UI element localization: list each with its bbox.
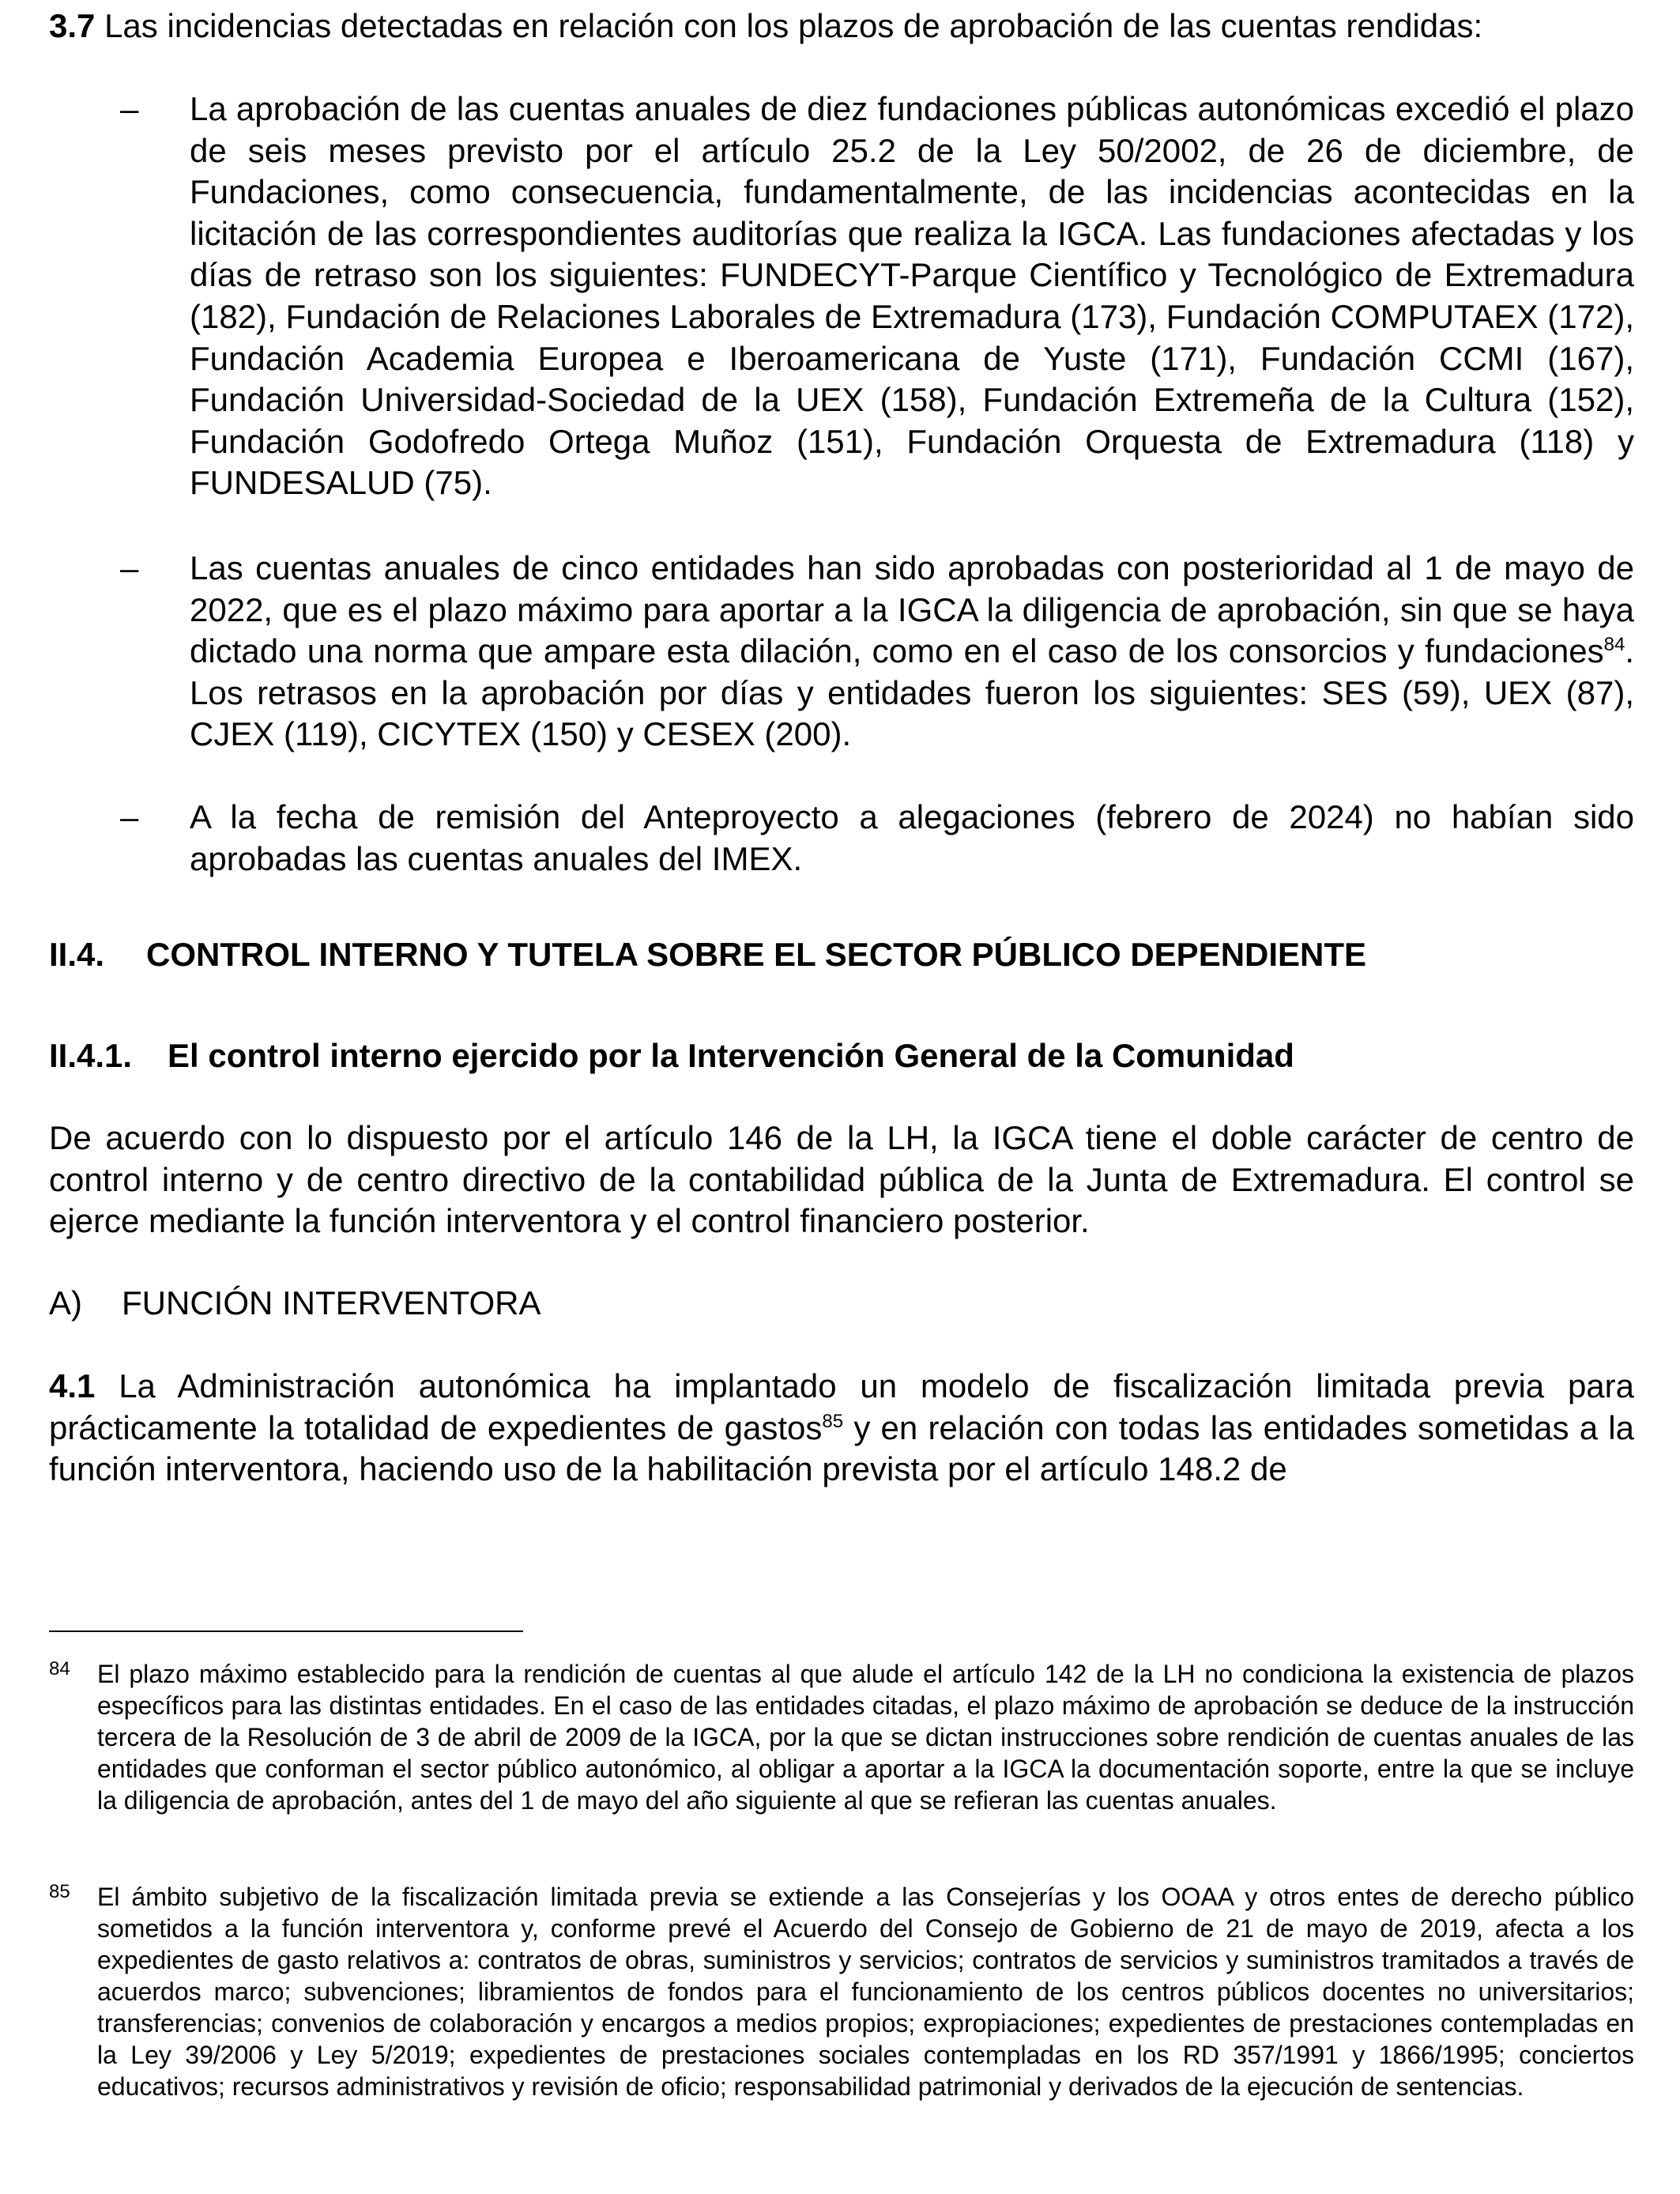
section-number: 3.7 <box>49 7 96 44</box>
subheading-title: FUNCIÓN INTERVENTORA <box>122 1284 541 1321</box>
footnote-number: 84 <box>49 1658 70 1679</box>
section-text-part1: La Administración autonómica ha implantado un modelo de fiscalización limitada previa para prácticamente la totalidad de expedientes de gastos <box>49 1367 1635 1446</box>
heading-number: II.4.1. <box>49 1037 133 1074</box>
control-paragraph: De acuerdo con lo dispuesto por el artículo 146 de la LH, la IGCA tiene el doble carácter de centro de control interno y de centro directivo de la contabilidad pública de la Junta de Extremadura. El control se ejerce mediante la función interventora y el control financiero posterior. <box>49 1119 1634 1240</box>
footnote-number: 85 <box>49 1881 70 1902</box>
section-number: 4.1 <box>49 1367 96 1404</box>
bullet-text-part1: Las cuentas anuales de cinco entidades han sido aprobadas con posterioridad al 1 de mayo de 2022, que es el plazo máximo para aportar a la IGCA la diligencia de aprobación, sin que se haya dictado una norma que ampare esta dilación, como en el caso de los consorcios y fundaciones <box>190 549 1634 670</box>
bullet-item-3 <box>49 797 1634 880</box>
dash-marker: – <box>120 549 139 586</box>
section-text-part2: y en relación con todas las entidades sometidas a la función interventora, haciendo uso de la habilitación prevista por el artículo 148.2 de <box>49 1408 1634 1488</box>
dash-marker: – <box>120 90 139 127</box>
dash-marker: – <box>120 798 139 835</box>
footnote-85 <box>49 1881 1634 2102</box>
bullet-item-1 <box>49 89 1634 504</box>
heading-II-4-1 <box>49 1035 1294 1076</box>
footnote-text: El plazo máximo establecido para la rendición de cuentas al que alude el artículo 142 de la LH no condiciona la existencia de plazos específicos para las distintas entidades. En el caso de las entidades citadas, el plazo máximo de aprobación se deduce de la instrucción tercera de la Resolución de 3 de abril de 2009 de la IGCA, por la que se dictan instrucciones sobre rendición de cuentas anuales de las entidades que conforman el sector público autonómico, al obligar a aportar a la IGCA la documentación soporte, entre la que se incluye la diligencia de aprobación, antes del 1 de mayo del año siguiente al que se refieran las cuentas anuales. <box>97 1660 1634 1815</box>
heading-title: CONTROL INTERNO Y TUTELA SOBRE EL SECTOR PÚBLICO DEPENDIENTE <box>146 936 1367 973</box>
bullet-text: La aprobación de las cuentas anuales de diez fundaciones públicas autonómicas excedió el plazo de seis meses previsto por el artículo 25.2 de la Ley 50/2002, de 26 de diciembre, de Fundaciones, como consecuencia, fundamentalmente, de las incidencias acontecidas en la licitación de las correspondientes auditorías que realiza la IGCA. Las fundaciones afectadas y los días de retraso son los siguientes: FUNDECYT-Parque Científico y Tecnológico de Extremadura (182), Fundación de Relaciones Laborales de Extremadura (173), Fundación COMPUTAEX (172), Fundación Academia Europea e Iberoamericana de Yuste (171), Fundación CCMI (167), Fundación Universidad-Sociedad de la UEX (158), Fundación Extremeña de la Cultura (152), Fundación Godofredo Ortega Muñoz (151), Fundación Orquesta de Extremadura (118) y FUNDESALUD (75). <box>190 90 1634 502</box>
subheading-funcion-interventora <box>49 1283 541 1325</box>
bullet-text: A la fecha de remisión del Anteproyecto a alegaciones (febrero de 2024) no habían sido aprobadas las cuentas anuales del IMEX. <box>190 798 1634 877</box>
section-intro-text: Las incidencias detectadas en relación con los plazos de aprobación de las cuentas rendidas: <box>104 7 1483 44</box>
footnote-ref-85[interactable]: 85 <box>822 1410 844 1432</box>
footnote-text: El ámbito subjetivo de la fiscalización limitada previa se extiende a las Consejerías y los OOAA y otros entes de derecho público sometidos a la función interventora y, conforme prevé el Acuerdo del Consejo de Gobierno de 21 de mayo de 2019, afecta a los expedientes de gasto relativos a: contratos de obras, suministros y servicios; contratos de servicios y suministros tramitados a través de acuerdos marco; subvenciones; libramientos de fondos para el funcionamiento de los centros públicos docentes no universitarios; transferencias; convenios de colaboración y encargos a medios propios; expropiaciones; expedientes de prestaciones contempladas en la Ley 39/2006 y Ley 5/2019; expedientes de prestaciones sociales contempladas en los RD 357/1991 y 1866/1995; conciertos educativos; recursos administrativos y revisión de oficio; responsabilidad patrimonial y derivados de la ejecución de sentencias. <box>97 1883 1634 2101</box>
footnote-ref-84[interactable]: 84 <box>1603 634 1625 656</box>
bullet-text-part2: . Los retrasos en la aprobación por días y entidades fueron los siguientes: SES (59), UEX (87), CJEX (119), CICYTEX (150) y CESEX (200). <box>190 632 1634 753</box>
bullet-item-2 <box>49 548 1634 756</box>
heading-number: II.4. <box>49 936 105 973</box>
heading-title: El control interno ejercido por la Intervención General de la Comunidad <box>168 1037 1294 1074</box>
footnote-84 <box>49 1658 1634 1816</box>
section-3-7-intro <box>49 6 1634 47</box>
section-4-1 <box>49 1366 1634 1491</box>
subheading-letter: A) <box>49 1284 82 1321</box>
footnote-separator <box>49 1630 523 1632</box>
heading-II-4 <box>49 934 1366 975</box>
